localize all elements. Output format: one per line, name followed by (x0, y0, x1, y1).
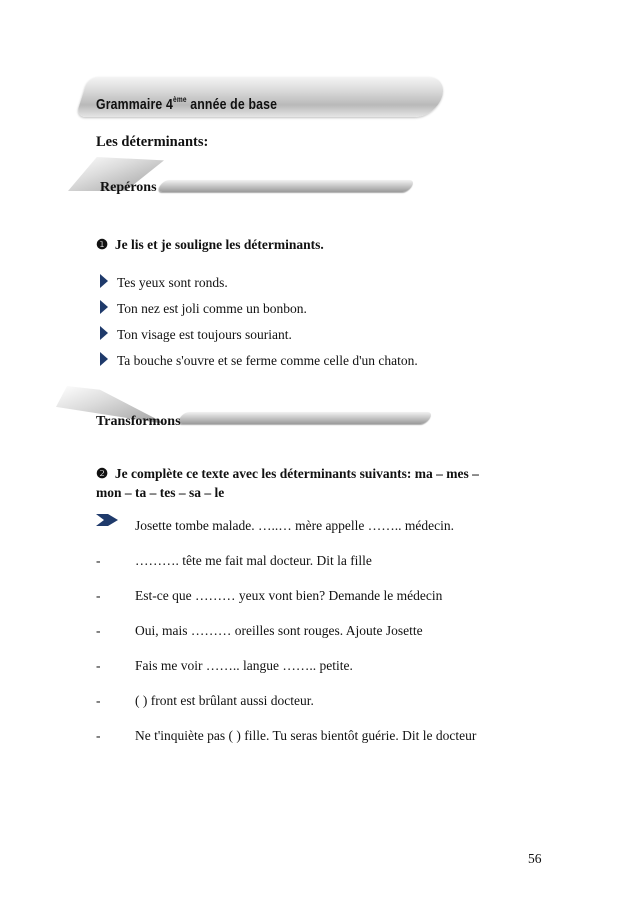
page-number: 56 (528, 851, 542, 866)
bullet-item: Ta bouche s'ouvre et se ferme comme celle d'un chaton. (117, 353, 418, 368)
number-1-icon: ❶ (96, 237, 109, 252)
exercise-line: Fais me voir …….. langue …….. petite. (135, 658, 353, 673)
number-2-icon: ❷ (96, 466, 109, 481)
section-label-reperons: Repérons (100, 180, 157, 195)
exercise-line: Oui, mais ……… oreilles sont rouges. Ajoute Josette (135, 623, 423, 638)
exercise-line: Josette tombe malade. …..… mère appelle …….. médecin. (135, 518, 455, 533)
dash-marker: - (96, 658, 101, 673)
dash-marker: - (96, 588, 101, 603)
bullet-triangle-icon (100, 300, 108, 314)
instruction-1: ❶ Je lis et je souligne les déterminants. (96, 237, 324, 252)
exercise-line: Ne t'inquiète pas ( ) fille. Tu seras bientôt guérie. Dit le docteur (135, 728, 477, 743)
dash-marker: - (96, 623, 101, 638)
bullet-triangle-icon (100, 326, 108, 340)
header-title: Grammaire 4ème année de base (96, 95, 278, 113)
dash-marker: - (96, 553, 101, 568)
section-label-transformons: Transformons (96, 414, 181, 429)
section-bar-transformons (177, 412, 434, 424)
exercise-line: ………. tête me fait mal docteur. Dit la fille (135, 553, 372, 568)
section-bar-repérons (157, 180, 416, 192)
bullet-item: Ton nez est joli comme un bonbon. (117, 301, 307, 316)
bullet-item: Tes yeux sont ronds. (117, 275, 228, 290)
exercise-line: ( ) front est brûlant aussi docteur. (135, 693, 314, 708)
dash-marker: - (96, 728, 101, 743)
bullet-triangle-icon (100, 352, 108, 366)
instruction-2: ❷ Je complète ce texte avec les déterminants suivants: ma – mes – mon – ta – tes – sa – le (96, 466, 479, 500)
dash-marker: - (96, 693, 101, 708)
exercise-line: Est-ce que ……… yeux vont bien? Demande le médecin (135, 588, 443, 603)
bullet-item: Ton visage est toujours souriant. (117, 327, 292, 342)
topic-title: Les déterminants: (96, 134, 209, 150)
chevron-arrow-icon (96, 514, 118, 526)
bullet-triangle-icon (100, 274, 108, 288)
